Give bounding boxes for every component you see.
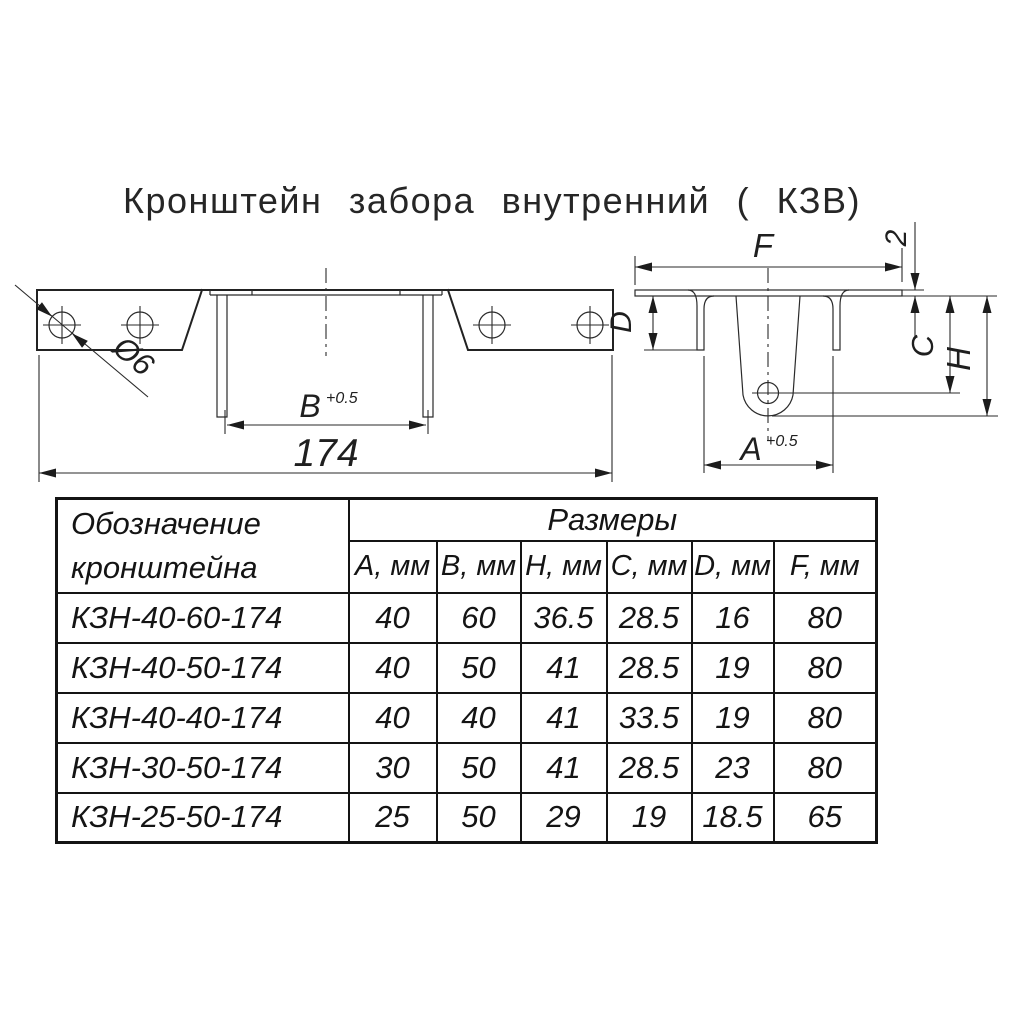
cell-value: 23 [692,743,774,793]
cell-value: 29 [521,793,607,843]
table-header-row [57,499,877,541]
cell-value: 50 [437,643,521,693]
cell-value: 80 [774,743,877,793]
designation-header [57,499,349,593]
front-view-drawing [0,260,640,500]
hole-mark [473,306,511,344]
cell-value: 28.5 [607,743,692,793]
cell-value: 41 [521,743,607,793]
cell-value: 28.5 [607,643,692,693]
dim-c-label: C [905,334,940,358]
table-row [57,743,877,793]
cell-value: 36.5 [521,593,607,643]
cell-value: 30 [349,743,437,793]
table-row [57,693,877,743]
cell-value: 40 [349,643,437,693]
dim-d-label: D [605,311,638,333]
cell-value: 60 [437,593,521,643]
table-row [57,593,877,643]
col-header-h: H, мм [521,541,607,593]
cell-value: 19 [607,793,692,843]
dim-h-label: H [940,347,977,371]
cell-value: 50 [437,743,521,793]
cell-value: 28.5 [607,593,692,643]
col-header-f: F, мм [774,541,877,593]
dimension-h [772,296,998,416]
cell-value: 40 [437,693,521,743]
cell-value: 80 [774,643,877,693]
row-designation: КЗН-25-50-174 [57,793,349,843]
dim-a-label: A [740,431,762,467]
row-designation: КЗН-40-60-174 [57,593,349,643]
cell-value: 19 [692,643,774,693]
cell-value: 40 [349,693,437,743]
dim-b-tolerance: +0.5 [326,390,358,407]
cell-value: 80 [774,693,877,743]
cell-value: 19 [692,693,774,743]
side-view-drawing [600,210,1024,505]
dimension-overall-174 [39,355,612,482]
col-header-c: C, мм [607,541,692,593]
cell-value: 40 [349,593,437,643]
drawing-title: Кронштейн забора внутренний ( КЗВ) [123,180,861,221]
cell-value: 18.5 [692,793,774,843]
cell-value: 25 [349,793,437,843]
cell-value: 50 [437,793,521,843]
row-designation: КЗН-40-50-174 [57,643,349,693]
table-row [57,643,877,693]
row-designation: КЗН-30-50-174 [57,743,349,793]
thickness-label: 2 [880,229,913,247]
cell-value: 65 [774,793,877,843]
col-header-a: A, мм [349,541,437,593]
sizes-header: Размеры [349,499,877,541]
cell-value: 41 [521,643,607,693]
cell-value: 80 [774,593,877,643]
dimension-c [752,296,960,393]
row-designation: КЗН-40-40-174 [57,693,349,743]
hole-diameter-label: Ø6 [106,329,161,383]
table-row [57,793,877,843]
dimension-d [605,296,697,350]
dim-a-tolerance: +0.5 [766,433,798,450]
dim-f-label: F [752,227,774,264]
overall-width-label: 174 [293,432,359,475]
cell-value: 33.5 [607,693,692,743]
designation-header-line1: Обозначение [71,505,261,541]
dimension-b [225,388,428,434]
col-header-b: B, мм [437,541,521,593]
cell-value: 41 [521,693,607,743]
designation-header-line2: кронштейна [71,549,258,585]
cell-value: 16 [692,593,774,643]
col-header-d: D, мм [692,541,774,593]
dimensions-table [55,497,878,844]
dim-b-label: B [299,388,321,424]
